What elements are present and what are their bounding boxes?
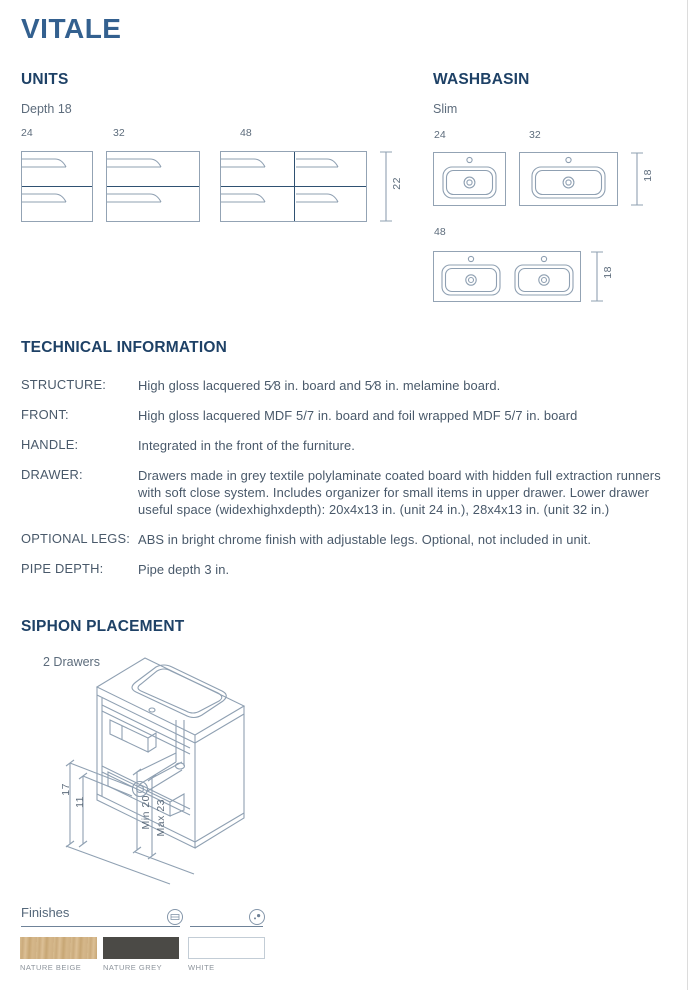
washbasin-drawing-24 <box>433 152 506 206</box>
drawer-handle-icon <box>22 158 68 168</box>
row-label: FRONT: <box>21 407 69 422</box>
units-subtitle: Depth 18 <box>21 102 72 116</box>
table-row <box>21 437 669 454</box>
drawer-handle-icon <box>107 193 163 203</box>
siphon-variant-label: 2 Drawers <box>43 655 100 669</box>
row-label: STRUCTURE: <box>21 377 107 392</box>
finishes-heading: Finishes <box>21 905 70 920</box>
siphon-diagram <box>52 648 322 893</box>
row-value: Integrated in the front of the furniture. <box>138 438 355 453</box>
swatch-nature-grey <box>103 937 179 959</box>
washbasin-drawing-48 <box>433 251 581 302</box>
washbasin-subtitle: Slim <box>433 102 458 116</box>
drawer-handle-icon <box>221 193 267 203</box>
row-value: Drawers made in grey textile polylaminate coated board with hidden full extraction runners with soft close system. Includes organizer for small items in upper drawer. Lower drawer useful space (widexhighxdepth): 20x4x13 in. (unit 24 in.), 28x4x13 in. (unit 32 in.) <box>138 468 661 517</box>
finishes-rule-units <box>21 926 180 927</box>
washbasin-top-view <box>434 153 505 205</box>
unit-width-label-32: 32 <box>113 127 125 139</box>
siphon-heading: SIPHON PLACEMENT <box>21 618 185 635</box>
swatch-nature-beige <box>20 937 97 959</box>
siphon-dim-11: 11 <box>74 796 86 808</box>
swatch-label: NATURE GREY <box>103 963 163 972</box>
unit-height-dim-label: 22 <box>391 177 403 190</box>
basin-height-dim-label: 18 <box>602 266 614 279</box>
swatch-white <box>188 937 265 959</box>
technical-table <box>21 377 669 591</box>
unit-center-divider <box>294 152 295 221</box>
washbasin-finish-icon <box>249 909 265 925</box>
table-row <box>21 467 669 518</box>
basin-height-dim-label: 18 <box>642 169 654 182</box>
table-row <box>21 531 669 548</box>
row-label: OPTIONAL LEGS: <box>21 531 131 546</box>
washbasin-top-view <box>520 153 617 205</box>
basin-width-label-32: 32 <box>529 129 541 141</box>
row-label: PIPE DEPTH: <box>21 561 104 576</box>
drawer-handle-icon <box>107 158 163 168</box>
row-value: ABS in bright chrome finish with adjustable legs. Optional, not included in unit. <box>138 532 592 547</box>
table-row <box>21 561 669 578</box>
siphon-dim-max: Max 23 <box>155 799 167 837</box>
unit-drawing-24 <box>21 151 93 222</box>
unit-drawing-48 <box>220 151 367 222</box>
row-label: DRAWER: <box>21 467 83 482</box>
drawer-handle-icon <box>294 158 340 168</box>
units-heading: UNITS <box>21 71 69 88</box>
washbasin-top-view <box>434 252 580 301</box>
swatch-label: WHITE <box>188 963 215 972</box>
row-value: Pipe depth 3 in. <box>138 562 230 577</box>
washbasin-drawing-32 <box>519 152 618 206</box>
table-row <box>21 377 669 394</box>
technical-heading: TECHNICAL INFORMATION <box>21 339 227 356</box>
basin-width-label-48: 48 <box>434 226 446 238</box>
row-label: HANDLE: <box>21 437 79 452</box>
unit-width-label-24: 24 <box>21 127 33 139</box>
row-value: High gloss lacquered MDF 5/7 in. board and foil wrapped MDF 5/7 in. board <box>138 408 578 423</box>
drawer-handle-icon <box>221 158 267 168</box>
drawer-divider <box>22 186 92 187</box>
drawer-handle-icon <box>22 193 68 203</box>
drawer-divider <box>107 186 199 187</box>
units-finish-icon <box>167 909 183 925</box>
swatch-label: NATURE BEIGE <box>20 963 82 972</box>
unit-width-label-48: 48 <box>240 127 252 139</box>
drawer-handle-icon <box>294 193 340 203</box>
basin-width-label-24: 24 <box>434 129 446 141</box>
page-title: VITALE <box>21 13 122 44</box>
finishes-rule-washbasin <box>190 926 263 927</box>
unit-drawing-32 <box>106 151 200 222</box>
table-row <box>21 407 669 424</box>
siphon-dim-17: 17 <box>60 783 72 796</box>
siphon-dim-min: Min 20 <box>140 795 152 830</box>
row-value: High gloss lacquered 5⁄8 in. board and 5⁄8 in. melamine board. <box>138 378 501 393</box>
washbasin-heading: WASHBASIN <box>433 71 530 88</box>
